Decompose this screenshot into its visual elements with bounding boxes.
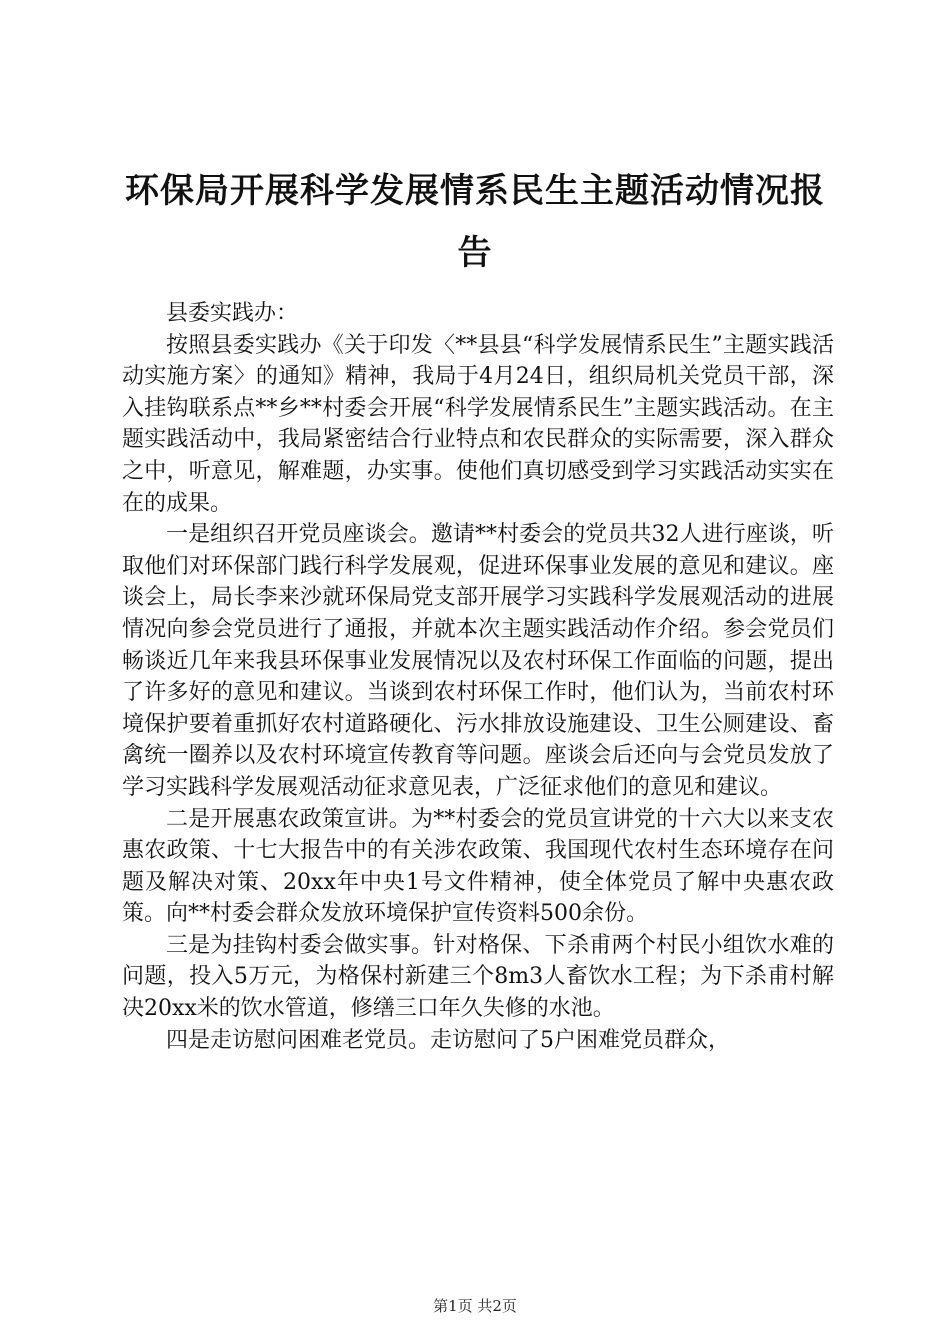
document-body: [122, 298, 834, 1056]
paragraph-item-3: 三是为挂钩村委会做实事。针对格保、下杀甫两个村民小组饮水难的问题，投入5万元，为格保村新建三个8m3人畜饮水工程；为下杀甫村解决20xx米的饮水管道，修缮三口年久失修的水池。: [122, 932, 834, 1022]
paragraph-intro: 按照县委实践办《关于印发〈**县县“科学发展情系民生”主题实践活动实施方案〉的通知》精神，我局于4月24日，组织局机关党员干部，深入挂钩联系点**乡**村委会开展“科学发展情系民生”主题实践活动。在主题实践活动中，我局紧密结合行业特点和农民群众的实际需要，深入群众之中，听意见，解难题，办实事。使他们真切感受到学习实践活动实实在在的成果。: [122, 332, 834, 516]
page-footer: 第1页 共2页: [433, 1297, 517, 1315]
paragraph-item-4: 四是走访慰问困难老党员。走访慰问了5户困难党员群众，: [166, 1027, 730, 1053]
paragraph-item-2: 二是开展惠农政策宣讲。为**村委会的党员宣讲党的十六大以来支农惠农政策、十七大报告中的有关涉农政策、我国现代农村生态环境存在问题及解决对策、20xx年中央1号文件精神，使全体党员了解中央惠农政策。向**村委会群众发放环境保护宣传资料500余份。: [122, 806, 834, 927]
salutation: 县委实践办：: [166, 301, 299, 326]
document-title: 环保局开展科学发展情系民生主题活动情况报告: [125, 171, 825, 273]
paragraph-item-1: 一是组织召开党员座谈会。邀请**村委会的党员共32人进行座谈，听取他们对环保部门践行科学发展观，促进环保事业发展的意见和建议。座谈会上，局长李来沙就环保局党支部开展学习实践科学发展观活动的进展情况向参会党员进行了通报，并就本次主题实践活动作介绍。参会党员们畅谈近几年来我县环保事业发展情况以及农村环保工作面临的问题，提出了许多好的意见和建议。当谈到农村环保工作时，他们认为，当前农村环境保护要着重抓好农村道路硬化、污水排放设施建设、卫生公厕建设、畜禽统一圈养以及农村环境宣传教育等问题。座谈会后还向与会党员发放了学习实践科学发展观活动征求意见表，广泛征求他们的意见和建议。: [122, 522, 834, 800]
